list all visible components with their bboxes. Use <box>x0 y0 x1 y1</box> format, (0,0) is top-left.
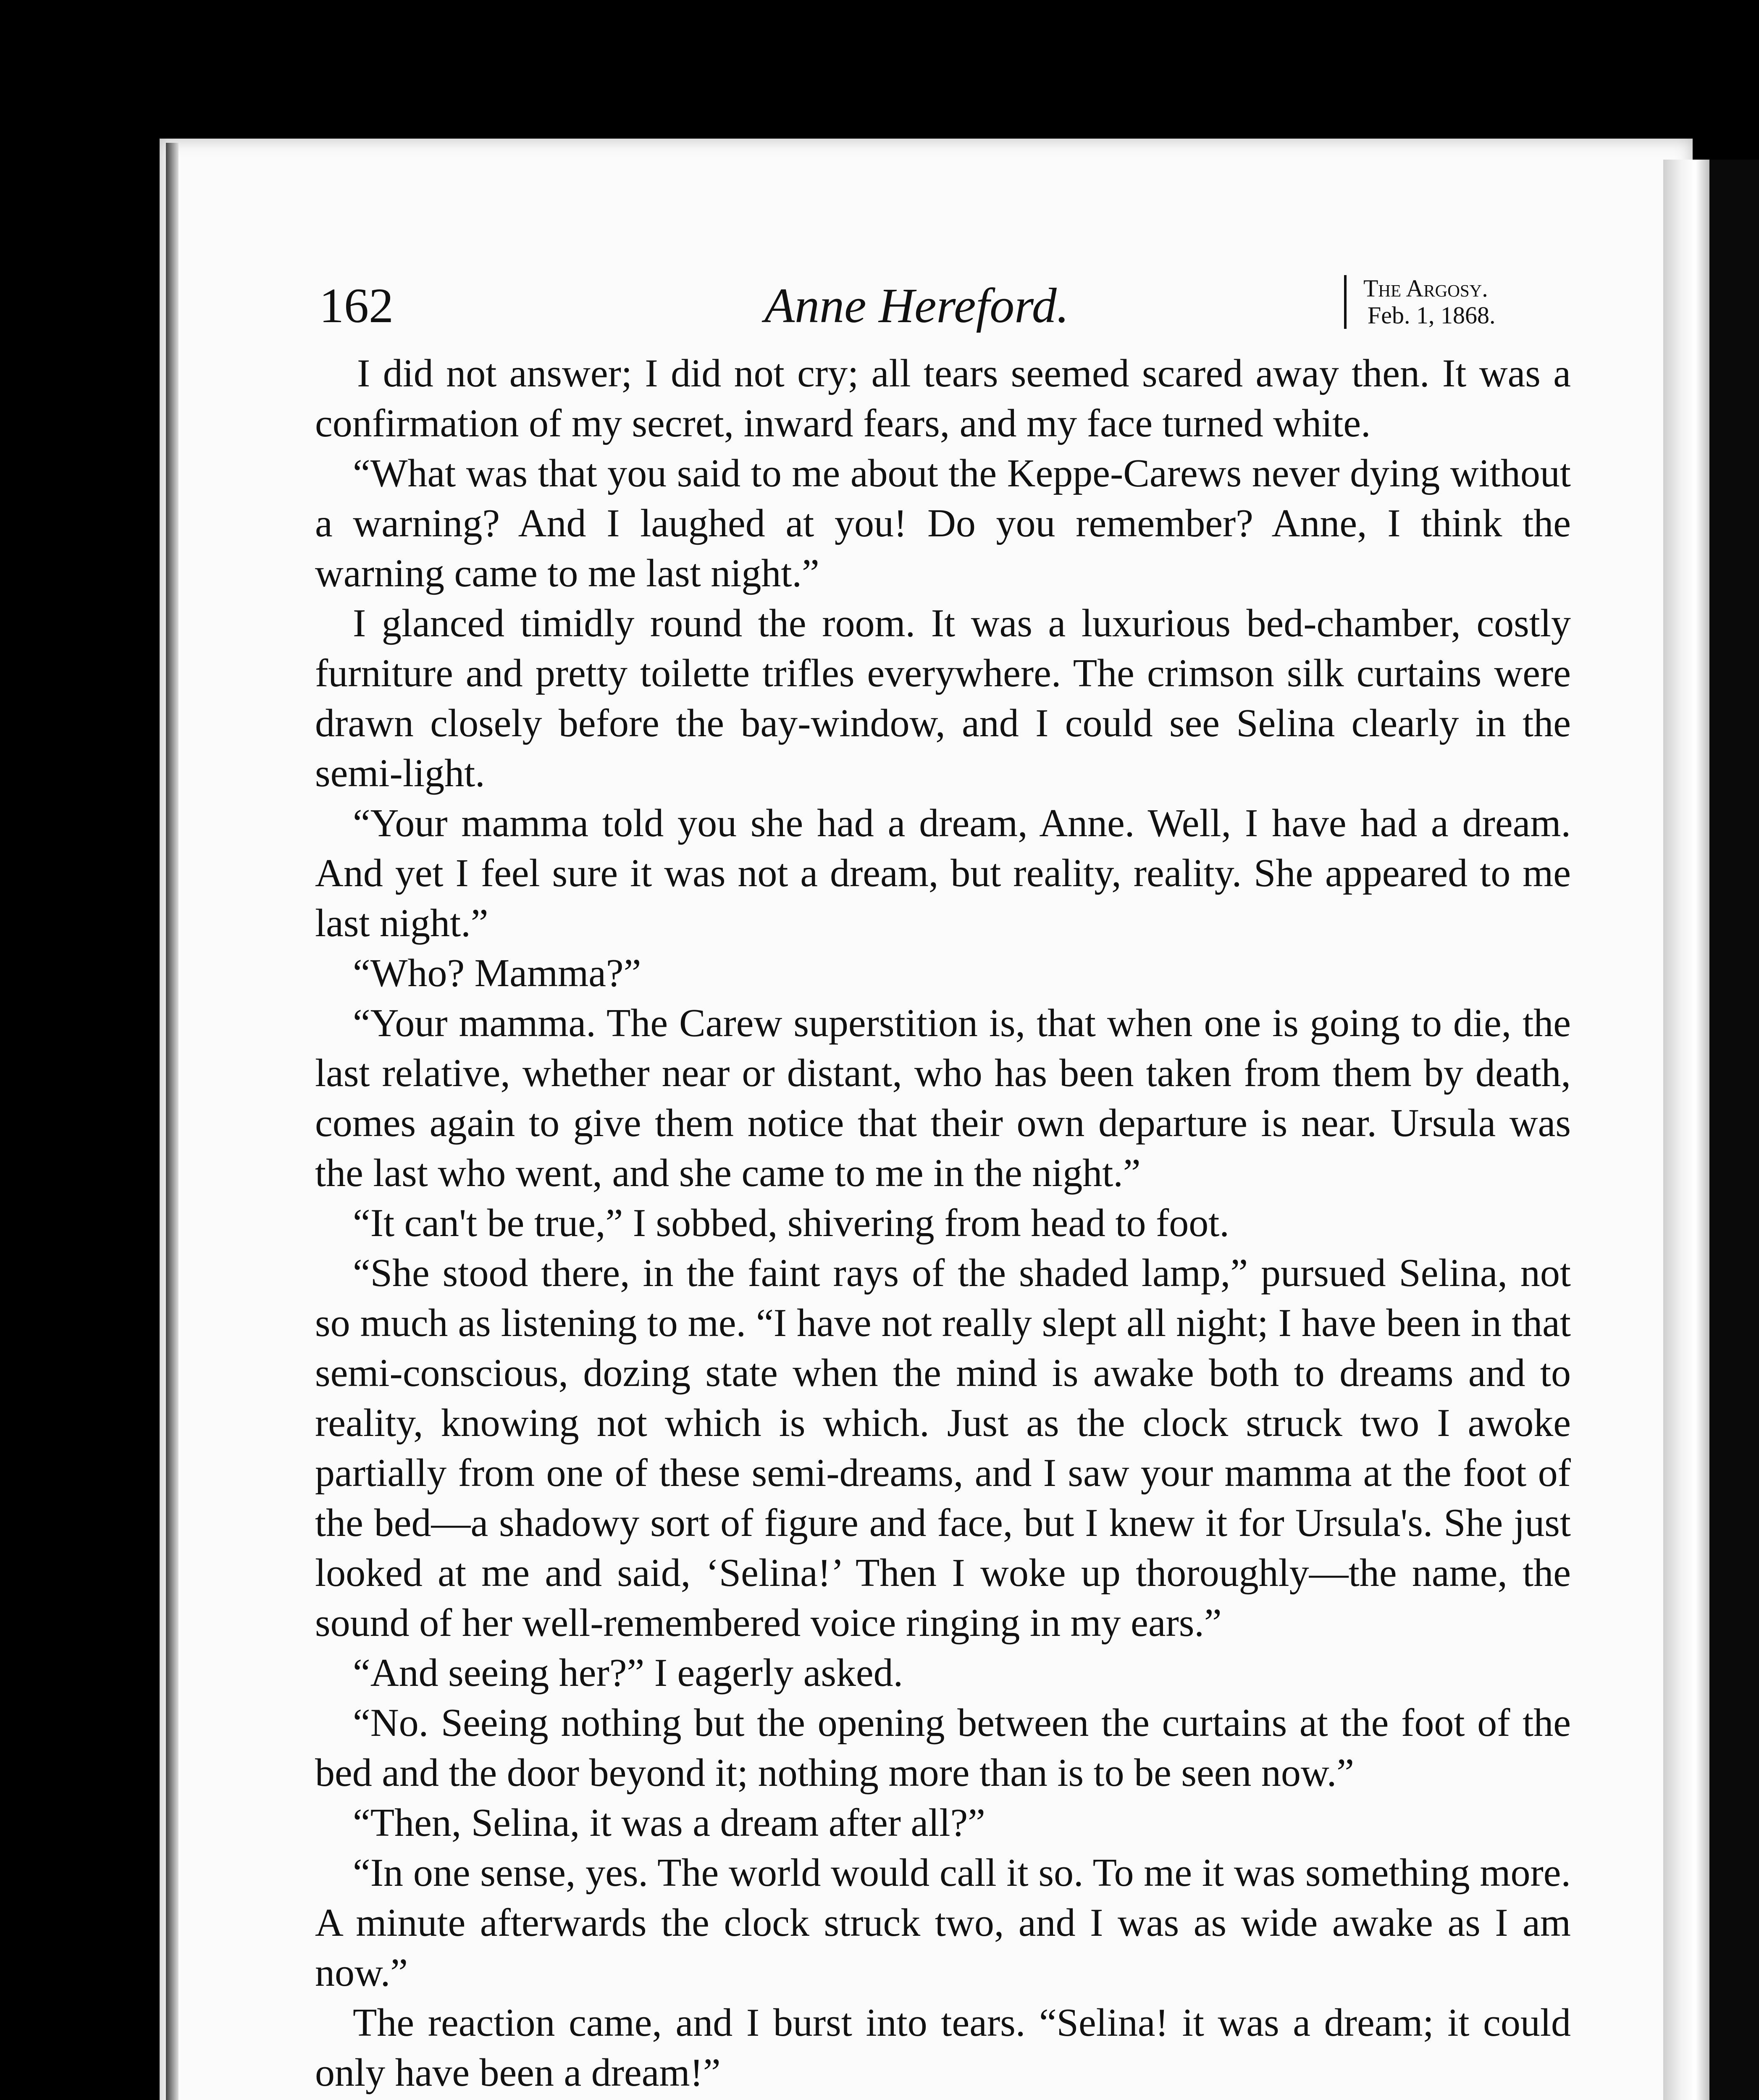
journal-reference <box>1344 275 1496 329</box>
body-text <box>315 349 1571 2100</box>
paragraph: “No. Seeing nothing but the opening between the curtains at the foot of the bed and the door beyond it; nothing more than is to be seen now.” <box>315 1701 1571 1795</box>
scan-border <box>1709 160 1759 2100</box>
paragraph: “It can't be true,” I sobbed, shivering from head to foot. <box>353 1201 1229 1245</box>
paragraph: “Then, Selina, it was a dream after all?” <box>353 1801 985 1845</box>
page-edge-shadow <box>166 143 179 2100</box>
paragraph: “And seeing her?” I eagerly asked. <box>353 1651 903 1695</box>
paragraph: I did not answer; I did not cry; all tears seemed scared away then. It was a confirmation of my secret, inward fears, and my face turned white. <box>315 352 1571 445</box>
page-number: 162 <box>319 278 394 333</box>
paragraph: The reaction came, and I burst into tears. “Selina! it was a dream; it could only have been a dream!” <box>315 2001 1571 2095</box>
paragraph: “Your mamma told you she had a dream, Anne. Well, I have had a dream. And yet I feel sure it was not a dream, but reality, reality. She appeared to me last night.” <box>315 801 1571 945</box>
running-title: Anne Hereford. <box>764 278 1069 333</box>
journal-date: Feb. 1, 1868. <box>1368 302 1496 329</box>
paragraph: “Who? Mamma?” <box>353 951 641 995</box>
page-gutter-fold <box>1663 160 1709 2100</box>
page-header <box>319 269 1579 353</box>
paragraph: “In one sense, yes. The world would call it so. To me it was something more. A minute afterwards the clock struck two, and I was as wide awake as I am now.” <box>315 1851 1571 1995</box>
paragraph <box>315 2098 1571 2100</box>
paragraph: I glanced timidly round the room. It was a luxurious bed-chamber, costly furniture and pretty toilette trifles everywhere. The crimson silk curtains were drawn closely before the bay-window, and I could see Selina clearly in the semi-light. <box>315 601 1571 795</box>
paragraph: “She stood there, in the faint rays of the shaded lamp,” pursued Selina, not so much as listening to me. “I have not really slept all night; I have been in that semi-conscious, dozing state when the mind is awake both to dreams and to reality, knowing not which is which. Just as the clock struck two I awoke partially from one of these semi-dreams, and I saw your mamma at the foot of the bed—a shadowy sort of figure and face, but I knew it for Ursula's. She just looked at me and said, ‘Selina!’ Then I woke up thoroughly—the name, the sound of her well-remembered voice ringing in my ears.” <box>315 1251 1571 1645</box>
journal-name: The Argosy. <box>1363 275 1488 302</box>
paragraph: “Your mamma. The Carew superstition is, that when one is going to die, the last relative, whether near or distant, who has been taken from them by death, comes again to give them notice that their own departure is near. Ursula was the last who went, and she came to me in the night.” <box>315 1001 1571 1195</box>
paragraph: “What was that you said to me about the Keppe-Carews never dying without a warning? And I laughed at you! Do you remember? Anne, I think the warning came to me last night.” <box>315 452 1571 595</box>
